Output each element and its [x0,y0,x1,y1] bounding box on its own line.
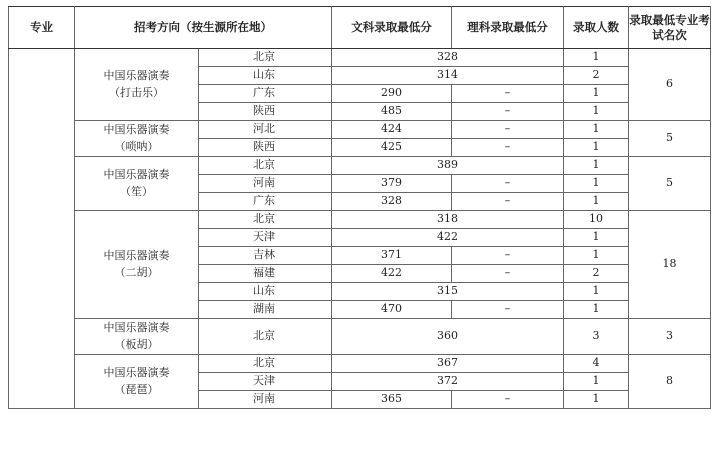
province-cell: 天津 [199,229,332,247]
combined-min-score-cell: 360 [332,319,564,355]
admit-count-cell: 1 [564,391,629,409]
min-rank-cell: 6 [629,49,711,121]
province-cell: 湖南 [199,301,332,319]
arts-min-score-cell: 379 [332,175,452,193]
admit-count-cell: 2 [564,67,629,85]
direction-text: 中国乐器演奏 [103,366,170,379]
province-cell: 河南 [199,175,332,193]
sci-min-score-cell: – [452,247,564,265]
province-cell: 陕西 [199,103,332,121]
table-row [9,121,711,139]
direction-text: （笙） [120,184,153,198]
province-cell: 北京 [199,157,332,175]
arts-min-score-cell: 470 [332,301,452,319]
direction-text: 中国乐器演奏 [103,123,170,136]
header-row [9,7,711,49]
arts-min-score-cell: 485 [332,103,452,121]
direction-cell [75,211,199,319]
min-rank-cell: 18 [629,211,711,319]
direction-cell [75,319,199,355]
min-rank-cell: 8 [629,355,711,409]
admit-count-cell: 1 [564,85,629,103]
province-cell: 河北 [199,121,332,139]
sci-min-score-cell: – [452,139,564,157]
province-cell: 河南 [199,391,332,409]
arts-min-score-cell: 371 [332,247,452,265]
header-arts-min: 文科录取最低分 [332,7,452,49]
admit-count-cell: 1 [564,157,629,175]
admit-count-cell: 1 [564,301,629,319]
arts-min-score-cell: 424 [332,121,452,139]
admit-count-cell: 3 [564,319,629,355]
combined-min-score-cell: 422 [332,229,564,247]
admit-count-cell: 1 [564,103,629,121]
combined-min-score-cell: 328 [332,49,564,67]
arts-min-score-cell: 328 [332,193,452,211]
direction-text: （板胡） [114,337,159,351]
direction-text: 中国乐器演奏 [103,69,170,82]
arts-min-score-cell: 290 [332,85,452,103]
combined-min-score-cell: 314 [332,67,564,85]
sci-min-score-cell: – [452,265,564,283]
combined-min-score-cell: 372 [332,373,564,391]
admit-count-cell: 1 [564,229,629,247]
sci-min-score-cell: – [452,301,564,319]
admit-count-cell: 2 [564,265,629,283]
province-cell: 天津 [199,373,332,391]
admit-count-cell: 1 [564,283,629,301]
admit-count-cell: 1 [564,49,629,67]
header-rank: 录取最低专业考试名次 [629,7,711,49]
table-row [9,157,711,175]
province-cell: 广东 [199,85,332,103]
admit-count-cell: 1 [564,139,629,157]
direction-cell [75,121,199,157]
admit-count-cell: 1 [564,247,629,265]
table-row [9,319,711,355]
admission-table [8,6,711,409]
direction-text: 中国乐器演奏 [103,321,170,334]
direction-text: 中国乐器演奏 [103,249,170,262]
combined-min-score-cell: 389 [332,157,564,175]
admission-table-container [8,6,711,409]
table-row [9,49,711,67]
arts-min-score-cell: 422 [332,265,452,283]
direction-text: （二胡） [114,265,159,279]
admit-count-cell: 1 [564,175,629,193]
header-sci-min: 理科录取最低分 [452,7,564,49]
min-rank-cell: 5 [629,157,711,211]
header-count: 录取人数 [564,7,629,49]
direction-cell [75,49,199,121]
province-cell: 山东 [199,283,332,301]
sci-min-score-cell: – [452,103,564,121]
direction-text: （唢呐） [114,139,159,153]
major-cell [9,49,75,409]
province-cell: 吉林 [199,247,332,265]
direction-cell [75,355,199,409]
table-row [9,211,711,229]
admit-count-cell: 1 [564,373,629,391]
combined-min-score-cell: 315 [332,283,564,301]
table-row [9,355,711,373]
header-major: 专业 [9,7,75,49]
admit-count-cell: 10 [564,211,629,229]
province-cell: 福建 [199,265,332,283]
admit-count-cell: 1 [564,193,629,211]
province-cell: 北京 [199,49,332,67]
direction-cell [75,157,199,211]
province-cell: 陕西 [199,139,332,157]
combined-min-score-cell: 318 [332,211,564,229]
province-cell: 北京 [199,211,332,229]
arts-min-score-cell: 425 [332,139,452,157]
direction-text: （琵琶） [114,382,159,396]
sci-min-score-cell: – [452,193,564,211]
header-direction: 招考方向（按生源所在地） [75,7,332,49]
province-cell: 广东 [199,193,332,211]
province-cell: 北京 [199,355,332,373]
sci-min-score-cell: – [452,391,564,409]
admit-count-cell: 4 [564,355,629,373]
province-cell: 北京 [199,319,332,355]
sci-min-score-cell: – [452,121,564,139]
sci-min-score-cell: – [452,175,564,193]
admit-count-cell: 1 [564,121,629,139]
arts-min-score-cell: 365 [332,391,452,409]
min-rank-cell: 5 [629,121,711,157]
province-cell: 山东 [199,67,332,85]
sci-min-score-cell: – [452,85,564,103]
direction-text: （打击乐） [109,85,164,99]
direction-text: 中国乐器演奏 [103,168,170,181]
combined-min-score-cell: 367 [332,355,564,373]
min-rank-cell: 3 [629,319,711,355]
